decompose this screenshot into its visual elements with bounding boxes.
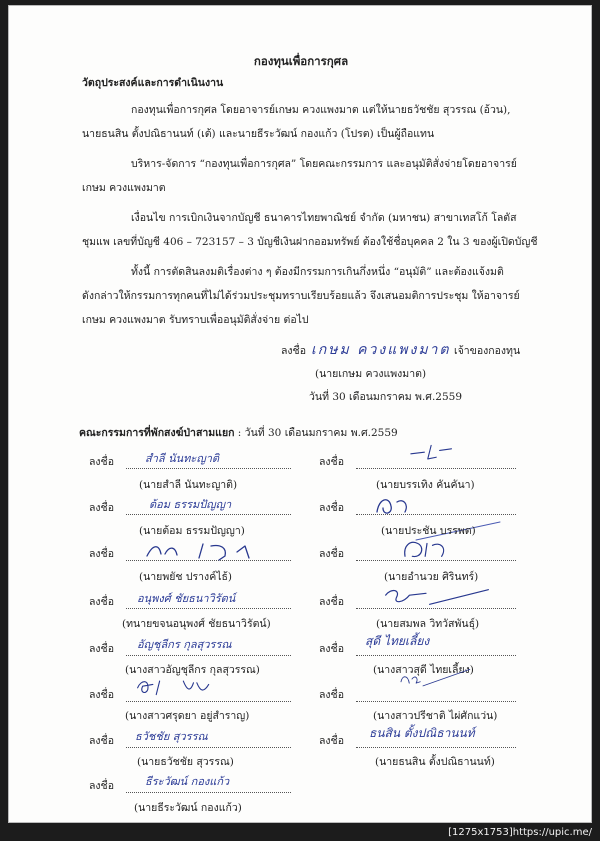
signatory-name-left-1: (นายสำลี นันทะญาติ) [139,479,238,491]
signature-right-5: สุดี ไทยเลี้ยง [365,634,430,648]
signature-line [126,792,291,793]
paragraph-3-line-1: เงื่อนไข การเบิกเงินจากบัญชี ธนาคารไทยพาณิชย์ จำกัด (มหาชน) สาขาเทสโก้ โลตัส [131,212,517,224]
signatory-name-left-5: (นางสาวอัญชุลีกร กุลสุวรรณ) [125,664,260,676]
sign-label: ลงชื่อ [89,643,114,655]
signature-left-5: อัญชุลีกร กุลสุวรรณ [137,638,232,651]
paragraph-4-line-3: เกษม ควงแพงมาต รับทราบเพื่ออนุมัติสั่งจ่าย ต่อไป [82,314,309,326]
signatory-name-left-6: (นางสาวศรุดยา อยู่สำราญ) [125,710,250,722]
sign-label: ลงชื่อ [319,502,344,514]
document-page [8,5,592,823]
signature-line [126,468,291,469]
main-sign-label: ลงชื่อ [281,345,306,357]
signature-line [356,608,516,609]
paragraph-4-line-2: ดังกล่าวให้กรรมการทุกคนที่ไม่ได้ร่วมประชุมทราบเรียบร้อยแล้ว จึงเสนอมติการประชุม ให้อาจารย์ [82,290,520,302]
paragraph-2-line-2: เกษม ควงแพงมาต [82,182,166,194]
main-sign-name: (นายเกษม ควงแพงมาต) [315,368,427,380]
paragraph-1-line-2: นายธนสิน ตั้งปณิธานนท์ (เต้) และนายธีระวัฒน์ กองแก้ว (โปรต) เป็นผู้ถือแทน [82,128,435,140]
signature-line [126,514,291,515]
main-signature: เกษม ควงแพงมาต [311,342,451,358]
committee-heading-line [79,427,398,440]
paragraph-3-line-2: ชุมแพ เลขที่บัญชี 406 – 723157 – 3 บัญชีเงินฝากออมทรัพย์ ต้องใช้ชื่อบุคคล 2 ใน 3 ของผู้เปิดบัญชี [82,236,538,248]
sign-label: ลงชื่อ [89,548,114,560]
paragraph-4-line-1: ทั้งนี้ การตัดสินลงมติเรื่องต่าง ๆ ต้องมีกรรมการเกินกึ่งหนึ่ง “อนุมัติ” และต้องแจ้งมติ [131,266,504,278]
signature-scribble [397,538,457,560]
signature-left-8: ธีระวัฒน์ กองแก้ว [145,775,230,788]
sign-label: ลงชื่อ [319,456,344,468]
signatory-name-left-3: (นายพยัช ปรางค์ไธ้) [139,571,232,583]
sign-label: ลงชื่อ [89,735,114,747]
paragraph-1-line-1: กองทุนเพื่อการกุศล โดยอาจารย์เกษม ควงแพงมาต แต่ให้นายธวัชชัย สุวรรณ (อ้วน), [131,104,511,116]
sign-label: ลงชื่อ [89,689,114,701]
committee-date: : วันที่ 30 เดือนมกราคม พ.ศ.2559 [237,427,398,439]
signature-line [126,747,291,748]
signature-line [126,608,291,609]
sign-label: ลงชื่อ [319,548,344,560]
sign-label: ลงชื่อ [319,643,344,655]
main-sign-date: วันที่ 30 เดือนมกราคม พ.ศ.2559 [309,391,463,403]
sign-label: ลงชื่อ [89,502,114,514]
signature-left-7: ธวัชชัย สุวรรณ [135,730,208,743]
signature-scribble [141,540,291,562]
source-url[interactable]: https://upic.me/ [512,827,592,838]
signature-scribble [377,586,497,608]
image-size-tag: [1275x1753] [448,827,513,838]
signatory-name-left-8: (นายธีระวัฒน์ กองแก้ว) [134,802,242,814]
signature-scribble [374,668,494,690]
sign-label: ลงชื่อ [319,689,344,701]
signature-scribble [125,676,245,698]
sign-label: ลงชื่อ [89,456,114,468]
signatory-name-right-1: (นายบรรเทิง คันคันา) [376,479,475,491]
main-sign-suffix: เจ้าของกองทุน [454,345,521,357]
signature-left-2: ต้อม ธรรมปัญญา [149,498,232,511]
signature-scribble [397,442,467,464]
sign-label: ลงชื่อ [319,596,344,608]
signatory-name-left-4: (ทนายขจนอนุพงศ์ ชัยธนาวิรัตน์) [122,618,271,630]
signature-left-4: อนุพงศ์ ชัยธนาวิรัตน์ [137,592,236,605]
sign-label: ลงชื่อ [319,735,344,747]
signatory-name-right-6: (นางสาวปรีชาติ ไผ่ศักแว่น) [373,710,498,722]
signatory-name-right-2: (นายประชัน บรรพต) [381,525,476,537]
sign-label: ลงชื่อ [89,780,114,792]
signatory-name-left-7: (นายธวัชชัย สุวรรณ) [137,756,234,768]
signature-line [356,655,516,656]
section-heading: วัตถุประสงค์และการดำเนินงาน [82,77,224,89]
document-title: กองทุนเพื่อการกุศล [253,54,349,68]
image-footer [448,827,592,838]
signature-line [126,701,291,702]
signature-line [356,701,516,702]
signatory-name-right-5: (นางสาวสุดี ไทยเลี้ยง) [373,664,474,676]
signature-line [126,655,291,656]
signatory-name-right-3: (นายอำนวย ศิรินทร์) [384,571,479,583]
paragraph-2-line-1: บริหาร-จัดการ “กองทุนเพื่อการกุศล” โดยคณะกรรมการ และอนุมัติสั่งจ่ายโดยอาจารย์ [131,158,517,170]
signature-scribble [369,494,419,516]
sign-label: ลงชื่อ [89,596,114,608]
signatory-name-right-4: (นายสมพล วิทวัสพันธุ์) [376,618,480,630]
signature-right-7: ธนสิน ตั้งปณิธานนท์ [369,726,475,740]
committee-heading: คณะกรรมการที่พักสงฆ์ป่าสามแยก [79,427,235,439]
signatory-name-right-7: (นายธนสิน ตั้งปณิธานนท์) [375,756,495,768]
signatory-name-left-2: (นายต้อม ธรรมปัญญา) [139,525,245,537]
signature-line [356,747,516,748]
signature-left-1: สำลี นันทะญาติ [145,452,220,465]
signature-line [356,468,516,469]
signature-line [356,560,516,561]
